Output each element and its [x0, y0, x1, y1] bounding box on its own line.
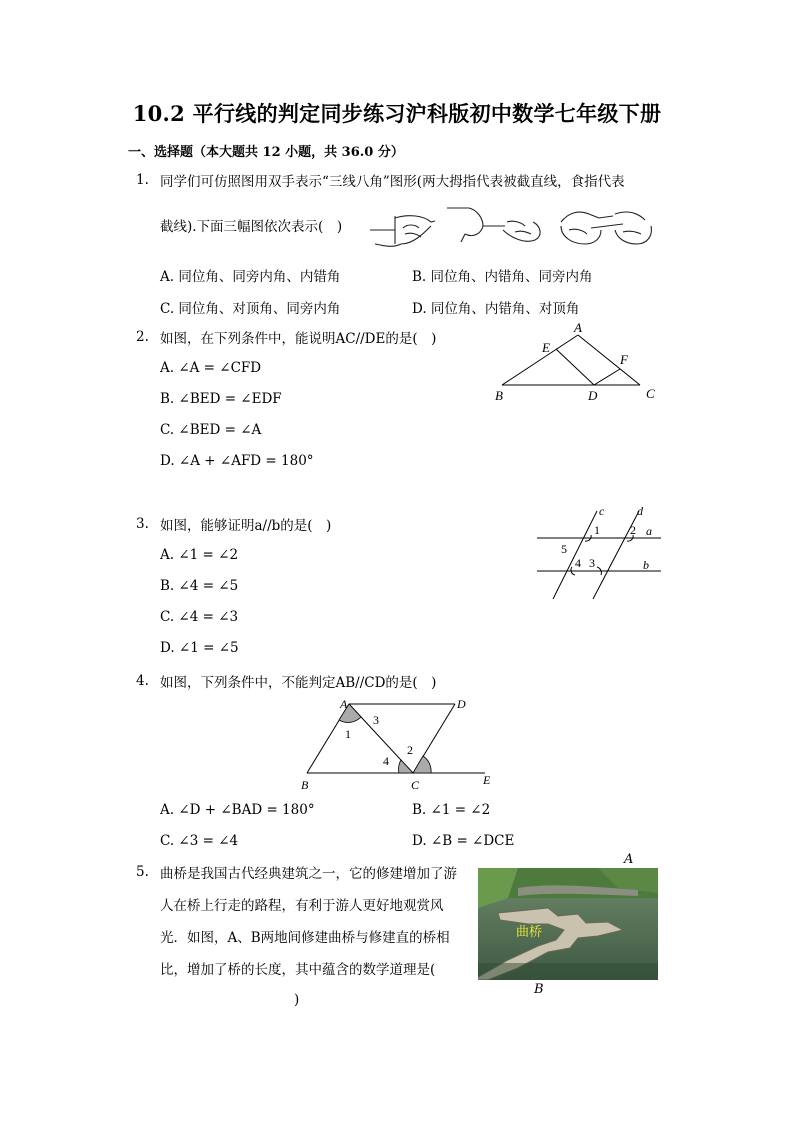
- q4-label-d: D: [457, 697, 466, 711]
- question-4-parallelogram-figure: [295, 694, 505, 794]
- question-3-option-d[interactable]: D. ∠1 = ∠5: [160, 640, 239, 656]
- q2-label-c: C: [646, 386, 655, 401]
- question-5-line3: 光．如图，A、B两地间修建曲桥与修建直的桥相: [160, 930, 450, 946]
- question-3-parallel-lines-figure: [535, 503, 665, 603]
- hand-gesture-1-icon: [370, 216, 435, 247]
- q3-label-b: b: [643, 558, 649, 572]
- q3-label-d: d: [637, 504, 643, 518]
- question-1-option-d[interactable]: D. 同位角、内错角、对顶角: [412, 301, 580, 317]
- question-1-text-line2: 截线).下面三幅图依次表示( ): [160, 219, 343, 235]
- q2-label-a: A: [574, 320, 582, 335]
- q3-angle-2: 2: [630, 523, 636, 537]
- question-5-line4: 比，增加了桥的长度，其中蕴含的数学道理是(: [160, 962, 436, 978]
- question-3-option-c[interactable]: C. ∠4 = ∠3: [160, 609, 239, 625]
- question-3-text: 如图，能够证明a//b的是( ): [160, 518, 332, 534]
- question-5-line2: 人在桥上行走的路程，有利于游人更好地观赏风: [160, 898, 444, 914]
- question-2-option-a[interactable]: A. ∠A = ∠CFD: [160, 360, 262, 376]
- question-3-option-a[interactable]: A. ∠1 = ∠2: [160, 547, 239, 563]
- question-2-triangle-figure: [490, 320, 670, 410]
- question-5-number: 5.: [136, 864, 149, 880]
- hand-gesture-2-icon: [447, 208, 540, 242]
- question-5-line1: 曲桥是我国古代经典建筑之一，它的修建增加了游: [160, 866, 457, 882]
- q2-label-b: B: [495, 388, 503, 403]
- question-1-text-line1: 同学们可仿照图用双手表示“三线八角”图形(两大拇指代表被截直线，食指代表: [160, 174, 625, 190]
- question-2-option-b[interactable]: B. ∠BED = ∠EDF: [160, 391, 282, 407]
- question-3-option-b[interactable]: B. ∠4 = ∠5: [160, 578, 239, 594]
- question-5-line5: ): [294, 992, 300, 1008]
- question-1-option-c[interactable]: C. 同位角、对顶角、同旁内角: [160, 301, 341, 317]
- q3-label-c: c: [599, 504, 605, 518]
- question-4-text: 如图，下列条件中，不能判定AB//CD的是( ): [160, 675, 437, 691]
- question-2-text: 如图，在下列条件中，能说明AC//DE的是( ): [160, 331, 437, 347]
- question-4-option-a[interactable]: A. ∠D + ∠BAD = 180°: [160, 802, 315, 818]
- q4-angle-2: 2: [407, 743, 413, 757]
- q4-label-e: E: [483, 773, 491, 787]
- question-1-option-b[interactable]: B. 同位角、内错角、同旁内角: [412, 269, 593, 285]
- q4-angle-3: 3: [373, 713, 379, 727]
- hand-gesture-figures: [365, 204, 665, 250]
- q5-label-a: A: [624, 852, 634, 867]
- question-4-option-c[interactable]: C. ∠3 = ∠4: [160, 833, 239, 849]
- q2-label-e: E: [542, 340, 550, 355]
- q2-label-d: D: [588, 388, 598, 403]
- question-4-option-d[interactable]: D. ∠B = ∠DCE: [412, 833, 515, 849]
- q4-angle-1: 1: [345, 727, 351, 741]
- q5-label-b: B: [534, 982, 544, 997]
- q3-label-a: a: [646, 524, 652, 538]
- q4-label-a: A: [340, 697, 348, 711]
- question-1-option-a[interactable]: A. 同位角、同旁内角、内错角: [160, 269, 341, 285]
- question-4-option-b[interactable]: B. ∠1 = ∠2: [412, 802, 491, 818]
- q3-angle-5: 5: [561, 542, 567, 556]
- question-4-number: 4.: [136, 673, 149, 689]
- hand-gesture-3-icon: [561, 212, 651, 244]
- question-2-option-d[interactable]: D. ∠A + ∠AFD = 180°: [160, 453, 314, 469]
- section-header: 一、选择题（本大题共 12 小题，共 36.0 分）: [128, 145, 404, 160]
- question-2-option-c[interactable]: C. ∠BED = ∠A: [160, 422, 262, 438]
- q3-angle-1: 1: [594, 523, 600, 537]
- question-3-number: 3.: [136, 516, 149, 532]
- q5-bridge-label: 曲桥: [516, 925, 543, 940]
- question-2-number: 2.: [136, 329, 149, 345]
- q4-label-c: C: [411, 778, 420, 792]
- q2-label-f: F: [620, 352, 628, 367]
- question-1-number: 1.: [136, 172, 149, 188]
- q3-angle-3: 3: [589, 556, 595, 570]
- curved-bridge-photo: [478, 868, 658, 980]
- q4-label-b: B: [301, 778, 309, 792]
- page-title: 10.2 平行线的判定同步练习沪科版初中数学七年级下册: [132, 101, 662, 126]
- q3-angle-4: 4: [575, 556, 581, 570]
- q4-angle-4: 4: [383, 754, 389, 768]
